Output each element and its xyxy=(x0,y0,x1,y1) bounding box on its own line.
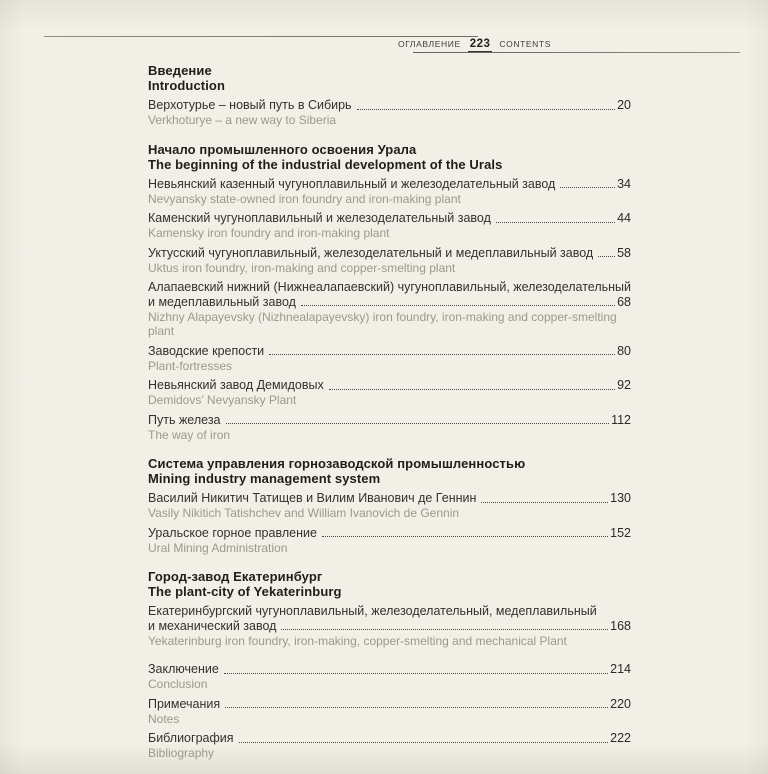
entry-row xyxy=(148,491,631,506)
entry-title-ru: Библиография xyxy=(148,731,234,745)
section-heading-en: The beginning of the industrial development of the Urals xyxy=(148,156,503,172)
entry-title-ru: Уктусский чугуноплавильный, железоделательный и медеплавильный завод xyxy=(148,245,594,260)
section-heading xyxy=(148,142,631,172)
entry-row xyxy=(148,98,631,113)
section-heading xyxy=(148,456,631,486)
dot-leader xyxy=(329,389,615,390)
entry-page-number: 130 xyxy=(610,491,631,505)
section-heading-en: Mining industry management system xyxy=(148,471,381,486)
entry-title-en: Verkhoturye – a new way to Siberia xyxy=(148,113,337,127)
entry-title-ru: Уральское горное правление xyxy=(148,525,317,540)
entry-title-ru: Невьянский казенный чугуноплавильный и железоделательный завод xyxy=(148,176,556,191)
entry-title-ru: Невьянский завод Демидовых xyxy=(148,378,324,392)
entry-title-en: Vasily Nikitich Tatishchev and William Ivanovich de Gennin xyxy=(148,506,460,520)
toc-entry xyxy=(148,177,631,207)
dot-leader xyxy=(301,305,615,306)
entry-title-en: Bibliography xyxy=(148,746,215,760)
section-heading-ru: Введение xyxy=(148,63,212,78)
entry-title-en: Plant-fortresses xyxy=(148,358,233,373)
section-heading-en: Introduction xyxy=(148,78,226,93)
entry-page-number: 214 xyxy=(610,662,631,676)
entry-title-ru: и механический завод xyxy=(148,618,277,633)
toc-section xyxy=(148,142,631,443)
entry-row xyxy=(148,211,631,226)
dot-leader xyxy=(225,707,608,708)
entry-page-number: 58 xyxy=(617,245,631,260)
entry-page-number: 222 xyxy=(610,731,631,745)
entry-title-en: Demidovs’ Nevyansky Plant xyxy=(148,393,297,407)
entry-title-ru: Путь железа xyxy=(148,412,221,427)
toc-section xyxy=(148,63,631,128)
entry-title-en: Ural Mining Administration xyxy=(148,540,288,555)
toc-entry xyxy=(148,491,631,521)
entry-title-ru: Заключение xyxy=(148,662,219,676)
entry-title-ru: Верхотурье – новый путь в Сибирь xyxy=(148,98,352,112)
entry-row xyxy=(148,619,631,634)
entry-title-en: Notes xyxy=(148,711,180,726)
entry-title-en: Yekaterinburg iron foundry, iron-making, copper-smelting and mechanical Plant xyxy=(148,633,567,648)
entry-page-number: 68 xyxy=(617,294,631,309)
running-head-label-ru: ОГЛАВЛЕНИЕ xyxy=(398,39,461,49)
toc-entry xyxy=(148,526,631,556)
toc-entry xyxy=(148,662,631,692)
entry-title-en: Uktus iron foundry, iron-making and copper-smelting plant xyxy=(148,260,456,275)
entry-row xyxy=(148,295,631,310)
entry-row xyxy=(148,246,631,261)
entry-row xyxy=(148,662,631,677)
dot-leader xyxy=(224,673,608,674)
page-number: 223 xyxy=(469,38,491,50)
dot-leader xyxy=(496,222,615,223)
toc-entry xyxy=(148,280,631,339)
entry-title-en: The way of iron xyxy=(148,427,231,442)
section-heading-ru: Начало промышленного освоения Урала xyxy=(148,141,417,157)
entry-row xyxy=(148,526,631,541)
table-of-contents xyxy=(148,63,631,774)
entry-title-ru: Екатеринбургский чугуноплавильный, железоделательный, медеплавильный xyxy=(148,604,597,618)
dot-leader xyxy=(269,354,615,355)
toc-entry xyxy=(148,731,631,761)
toc-section xyxy=(148,569,631,648)
dot-leader xyxy=(281,629,608,630)
entry-title-en: Nevyansky state-owned iron foundry and iron-making plant xyxy=(148,191,461,206)
entry-page-number: 92 xyxy=(617,378,631,392)
toc-entry xyxy=(148,344,631,374)
dot-leader xyxy=(560,187,615,188)
entry-title-ru: Заводские крепости xyxy=(148,343,265,358)
entry-page-number: 220 xyxy=(610,696,631,711)
dot-leader xyxy=(226,423,610,424)
running-head-label-en: CONTENTS xyxy=(499,39,551,49)
header-rule-bottom xyxy=(413,52,740,53)
toc-section xyxy=(148,456,631,555)
section-heading-ru: Система управления горнозаводской промышленностью xyxy=(148,456,526,471)
entry-page-number: 20 xyxy=(617,98,631,112)
entry-page-number: 168 xyxy=(610,618,631,633)
entry-title-ru: Василий Никитич Татищев и Вилим Иванович де Геннин xyxy=(148,491,477,505)
dot-leader xyxy=(598,256,615,257)
toc-entry xyxy=(148,211,631,241)
dot-leader xyxy=(357,109,616,110)
entry-row xyxy=(148,344,631,359)
header-rule-top xyxy=(44,36,478,37)
entry-title-en: Kamensky iron foundry and iron-making plant xyxy=(148,226,390,240)
toc-entry xyxy=(148,246,631,276)
toc-section xyxy=(148,662,631,761)
entry-page-number: 112 xyxy=(611,412,631,427)
dot-leader xyxy=(239,742,609,743)
entry-page-number: 44 xyxy=(617,211,631,225)
toc-entry xyxy=(148,98,631,128)
entry-row xyxy=(148,177,631,192)
section-heading xyxy=(148,569,631,599)
entry-title-en: Conclusion xyxy=(148,677,208,691)
section-heading-en: The plant-city of Yekaterinburg xyxy=(148,584,342,599)
entry-page-number: 34 xyxy=(617,176,631,191)
toc-entry xyxy=(148,697,631,727)
entry-row xyxy=(148,731,631,746)
toc-entry xyxy=(148,378,631,408)
dot-leader xyxy=(322,536,608,537)
entry-title-ru: Примечания xyxy=(148,696,221,711)
entry-title-ru: Алапаевский нижний (Нижнеалапаевский) чугуноплавильный, железоделательный xyxy=(148,280,632,294)
section-heading xyxy=(148,63,631,93)
entry-title-ru: и медеплавильный завод xyxy=(148,294,296,309)
entry-page-number: 80 xyxy=(617,343,631,358)
toc-entry xyxy=(148,604,631,648)
entry-title-en: Nizhny Alapayevsky (Nizhnealapayevsky) iron foundry, iron-making and copper-smelting plant xyxy=(148,309,617,338)
entry-title-ru: Каменский чугуноплавильный и железоделательный завод xyxy=(148,211,491,225)
toc-entry xyxy=(148,413,631,443)
entry-row xyxy=(148,697,631,712)
entry-row xyxy=(148,378,631,393)
entry-row xyxy=(148,413,631,428)
entry-page-number: 152 xyxy=(610,525,631,540)
dot-leader xyxy=(481,502,608,503)
running-head xyxy=(398,38,551,52)
section-heading-ru: Город-завод Екатеринбург xyxy=(148,569,323,584)
